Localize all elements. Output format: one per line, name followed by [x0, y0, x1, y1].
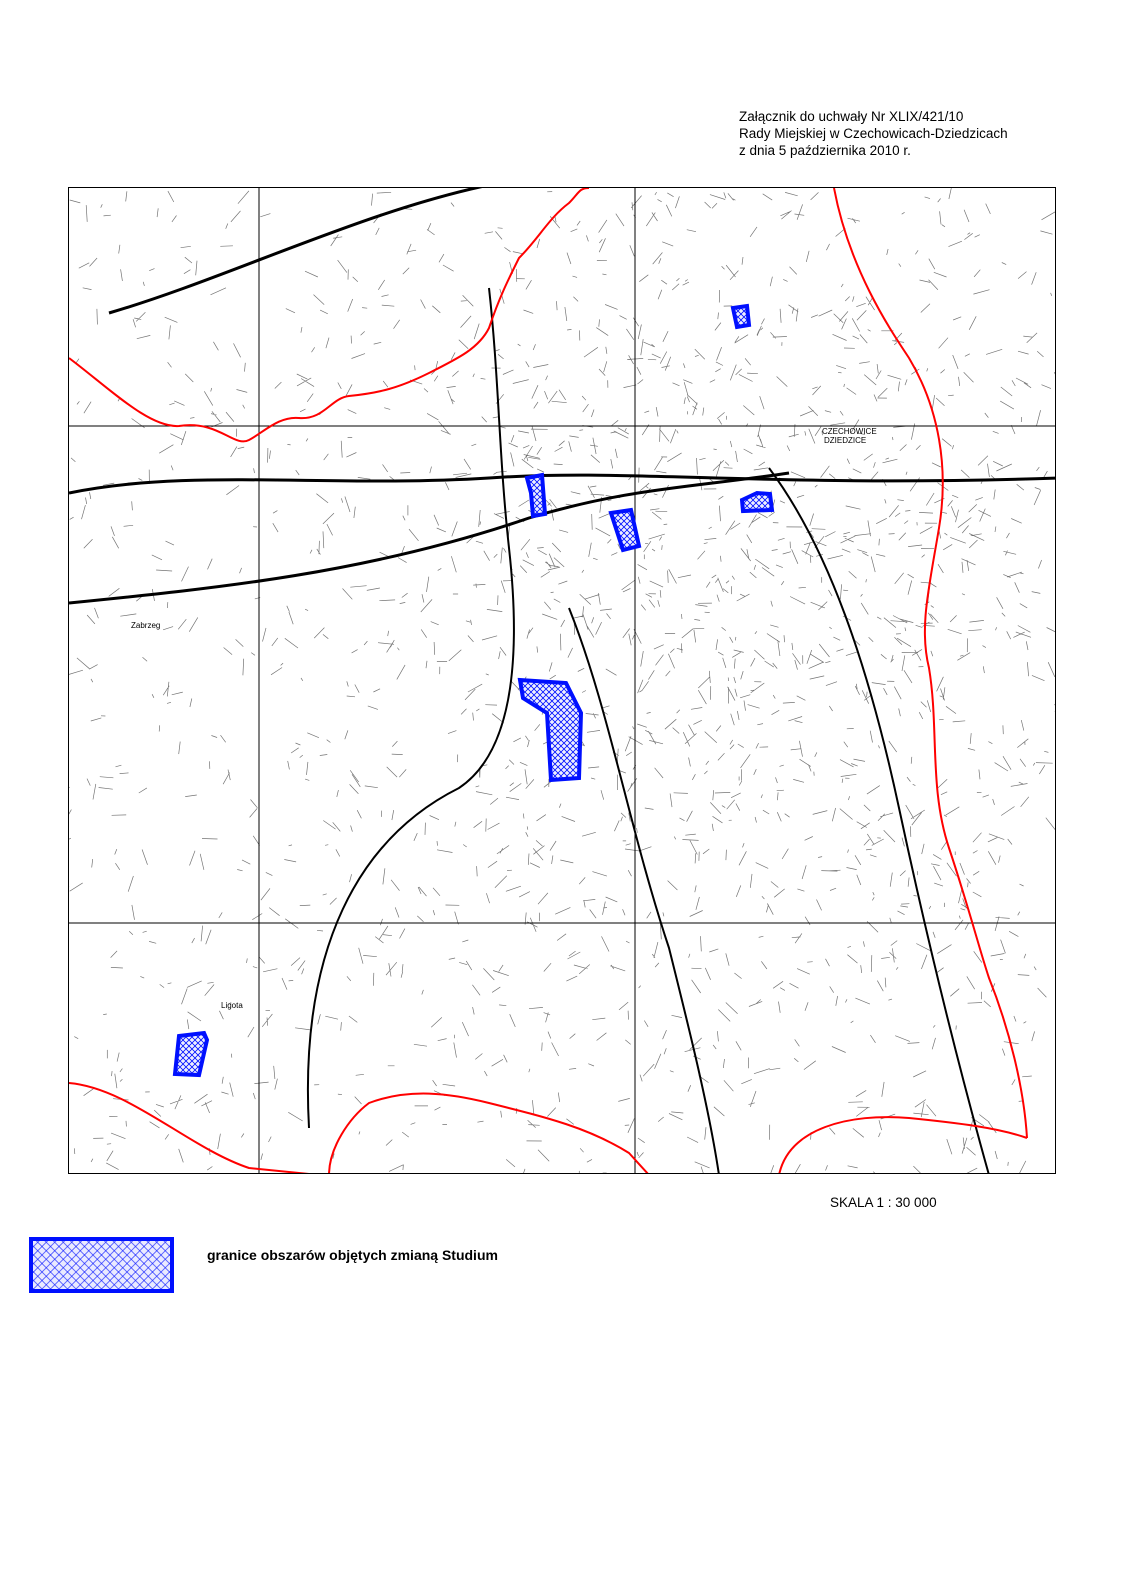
- place-label-dziedzice: DZIEDZICE: [824, 436, 867, 445]
- legend-label: granice obszarów objętych zmianą Studium: [207, 1247, 498, 1263]
- annex-header-line-2: Rady Miejskiej w Czechowicach-Dziedzicach: [739, 126, 1008, 141]
- change-area-east: [742, 493, 772, 511]
- annex-header-line-1: Załącznik do uchwały Nr XLIX/421/10: [739, 109, 964, 124]
- place-label-ligota: Ligota: [221, 1001, 243, 1010]
- change-area-north: [733, 306, 749, 327]
- place-label-zabrzeg: Zabrzeg: [131, 621, 161, 630]
- change-area-large: [520, 680, 581, 780]
- annex-header: [739, 108, 1008, 159]
- annex-header-line-3: z dnia 5 października 2010 r.: [739, 143, 911, 158]
- legend-swatch: [29, 1237, 174, 1293]
- change-area-station-west: [527, 475, 545, 516]
- place-label-czechowice: CZECHOWICE: [822, 427, 877, 436]
- map-scale: SKALA 1 : 30 000: [830, 1195, 937, 1210]
- map-canvas: [69, 188, 1056, 1174]
- topographic-map: [68, 187, 1056, 1174]
- change-area-southwest: [175, 1033, 207, 1075]
- roads: [308, 288, 989, 1174]
